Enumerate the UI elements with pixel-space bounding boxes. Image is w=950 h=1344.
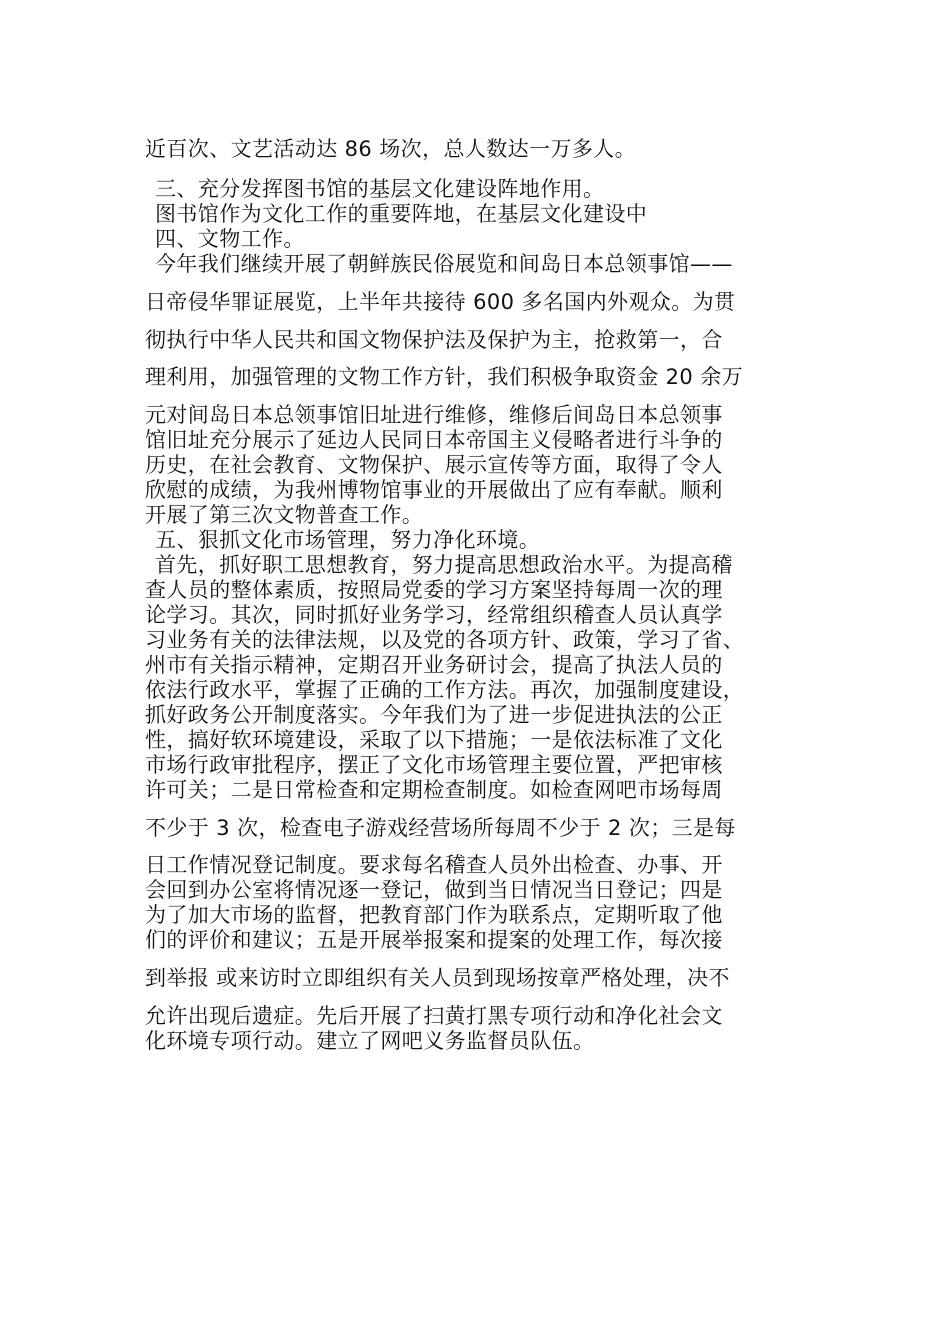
text-line: 习业务有关的法律法规，以及党的各项方针、政策，学习了省、 [145,628,745,652]
text-line: 到举报 或来访时立即组织有关人员到现场按章严格处理，决不 [145,966,730,990]
text-line: 开展了第三次文物普查工作。 [145,503,424,527]
text-line: 会回到办公室将情况逐一登记，做到当日情况当日登记；四是 [145,878,723,902]
text-line: 为了加大市场的监督，把教育部门作为联系点，定期听取了他 [145,903,723,927]
text-line: 许可关；二是日常检查和定期检查制度。如检查网吧市场每周 [145,778,723,802]
text-line: 历史，在社会教育、文物保护、展示宣传等方面，取得了令人 [145,453,723,477]
text-line: 日工作情况登记制度。要求每名稽查人员外出检查、办事、开 [145,853,723,877]
text-line: 今年我们继续开展了朝鲜族民俗展览和间岛日本总领事馆—— [155,252,733,276]
text-line: 近百次、文艺活动达 86 场次，总人数达一万多人。 [145,137,637,161]
text-line: 查人员的整体素质，按照局党委的学习方案坚持每周一次的理 [145,578,723,602]
text-line: 性，搞好软环境建设，采取了以下措施；一是依法标准了文化 [145,728,723,752]
text-line: 们的评价和建议；五是开展举报案和提案的处理工作，每次接 [145,928,723,952]
text-line: 彻执行中华人民共和国文物保护法及保护为主，抢救第一，合 [145,328,723,352]
text-line: 抓好政务公开制度落实。今年我们为了进一步促进执法的公正 [145,703,723,727]
text-line: 理利用，加强管理的文物工作方针，我们积极争取资金 20 余万 [145,365,744,389]
text-line: 图书馆作为文化工作的重要阵地，在基层文化建设中 [155,202,648,226]
text-line: 论学习。其次，同时抓好业务学习，经常组织稽查人员认真学 [145,603,723,627]
section-heading: 三、充分发挥图书馆的基层文化建设阵地作用。 [155,177,605,201]
text-line: 馆旧址充分展示了延边人民同日本帝国主义侵略者进行斗争的 [145,428,723,452]
section-heading: 四、文物工作。 [155,227,305,251]
text-line: 允许出现后遗症。先后开展了扫黄打黑专项行动和净化社会文 [145,1004,723,1028]
section-heading: 五、狠抓文化市场管理，努力净化环境。 [155,528,541,552]
text-line: 欣慰的成绩，为我州博物馆事业的开展做出了应有奉献。顺利 [145,478,723,502]
text-line: 化环境专项行动。建立了网吧义务监督员队伍。 [145,1029,595,1053]
text-line: 依法行政水平，掌握了正确的工作方法。再次，加强制度建设， [145,678,745,702]
text-line: 州市有关指示精神，定期召开业务研讨会，提高了执法人员的 [145,653,723,677]
text-line: 首先，抓好职工思想教育，努力提高思想政治水平。为提高稽 [155,553,733,577]
text-line: 元对间岛日本总领事馆旧址进行维修，维修后间岛日本总领事 [145,403,723,427]
text-line: 不少于 3 次，检查电子游戏经营场所每周不少于 2 次；三是每 [145,816,736,840]
text-line: 日帝侵华罪证展览，上半年共接待 600 多名国内外观众。为贯 [145,290,736,314]
text-line: 市场行政审批程序，摆正了文化市场管理主要位置，严把审核 [145,753,723,777]
